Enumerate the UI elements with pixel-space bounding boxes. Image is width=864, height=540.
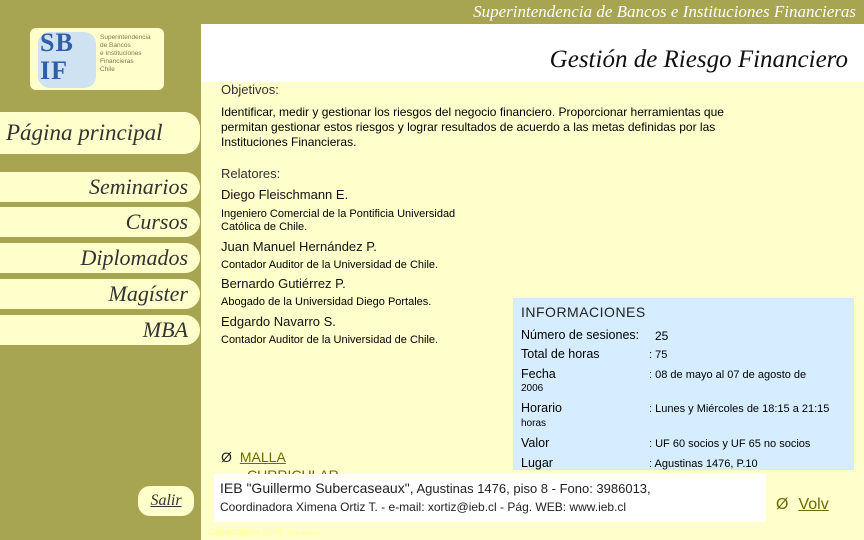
info-label: Horario [521,401,562,415]
speaker-desc: Contador Auditor de la Universidad de Chile. [221,334,439,346]
info-value: : 08 de mayo al 07 de agosto de [649,369,807,381]
speaker-desc: Contador Auditor de la Universidad de Chile. [221,259,439,271]
speaker-desc: Abogado de la Universidad Diego Portales. [221,296,432,308]
info-value: : Lunes y Miércoles de 18:15 a 21:15 [649,403,830,415]
logo-text: Superintendencia de Bancos e Instituciones Financieras Chile [100,34,151,73]
info-label: Valor [521,436,550,450]
logo-letters: SB IF [40,28,74,85]
info-box [513,298,854,470]
top-bar [201,0,864,24]
info-label: Fecha [521,367,556,381]
nav-home[interactable]: Página principal [0,112,200,154]
course-title: Gestión de Riesgo Financiero [549,46,848,73]
info-value: : 75 [649,349,668,361]
nav-mba[interactable]: MBA [0,315,200,345]
org-title: Superintendencia de Bancos e Instituciones Financieras [473,2,856,21]
sidebar [0,0,201,540]
contact-panel [214,474,766,522]
arrow-icon: Ø [221,449,232,465]
nav-diplomados[interactable]: Diplomados [0,243,200,273]
arrow-icon: Ø [776,496,789,513]
nav-cursos[interactable]: Cursos [0,207,200,237]
speakers-label: Relatores: [221,166,281,181]
contact-coordinator: Coordinadora Ximena Ortiz T. - e-mail: xortiz@ieb.cl - Pág. WEB: www.ieb.cl [220,500,627,514]
info-label-cont: 2006 [521,383,544,394]
title-band [201,24,864,82]
speaker-name: Juan Manuel Hernández P. [221,239,377,254]
contact-line: IEB "Guillermo Subercaseaux", Agustinas 1476, piso 8 - Fono: 3986013, [220,480,651,496]
info-label: Lugar [521,456,553,470]
nav-magister[interactable]: Magíster [0,279,200,309]
info-label: Total de horas [521,347,600,361]
sbif-logo[interactable] [30,28,164,90]
info-title: INFORMACIONES [521,304,646,320]
back-link[interactable]: Ø Volv [776,496,829,513]
curriculum-link[interactable]: Ø MALLA [221,449,286,465]
sessions-value: 25 [655,329,669,343]
footer: Capacitación 2005 ycardenas [208,527,320,537]
info-value: : Agustinas 1476, P.10 [649,458,758,470]
exit-button[interactable]: Salir [138,486,194,516]
speaker-name: Diego Fleischmann E. [221,187,349,202]
info-label-cont: horas [521,418,547,429]
info-value: : UF 60 socios y UF 65 no socios [649,438,811,450]
nav-seminarios[interactable]: Seminarios [0,172,200,202]
sessions-label: Número de sesiones: [521,328,640,342]
speaker-name: Bernardo Gutiérrez P. [221,276,346,291]
speaker-desc: Ingeniero Comercial de la Pontificia Universidad Católica de Chile. [221,208,456,233]
objectives-label: Objetivos: [221,82,279,97]
speaker-name: Edgardo Navarro S. [221,314,336,329]
objectives-text: Identificar, medir y gestionar los riesgos del negocio financiero. Proporcionar herramientas que permitan gestionar estos riesgos y lograr resultados de acuerdo a las metas definidas por las Instituciones Financieras. [221,105,724,149]
